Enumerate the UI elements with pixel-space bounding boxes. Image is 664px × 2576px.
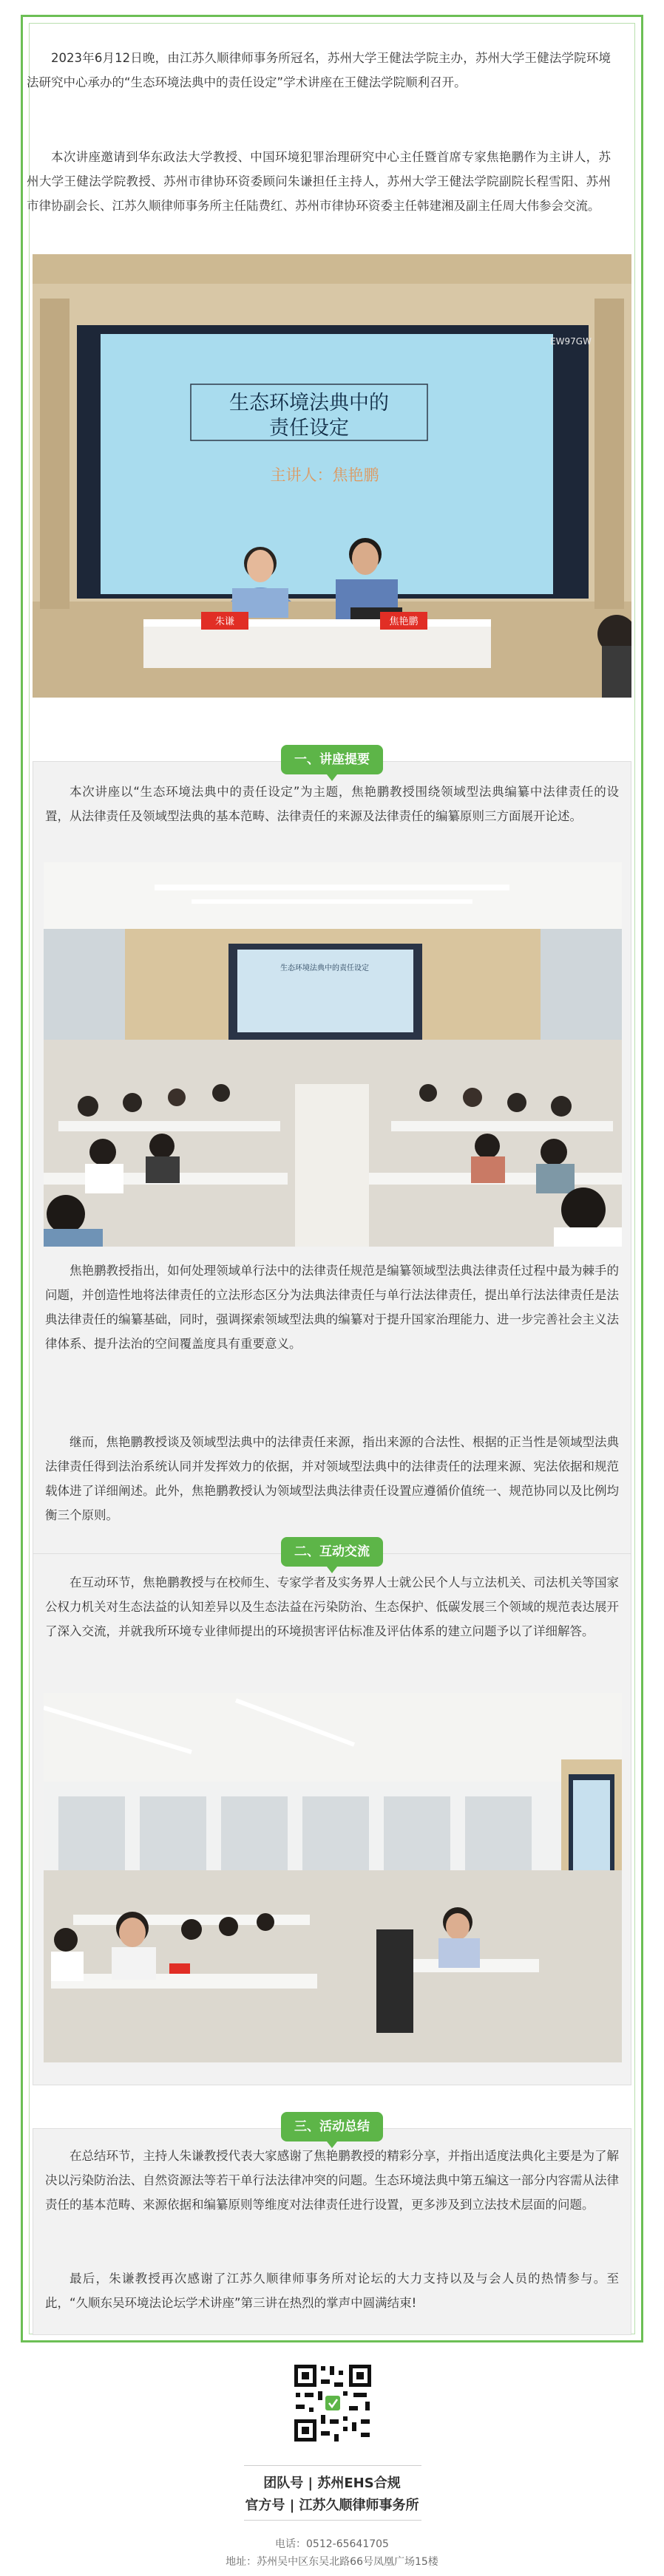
intro-paragraph-2: 本次讲座邀请到华东政法大学教授、中国环境犯罪治理研究中心主任暨首席专家焦艳鹏作为主讲人，苏州大学王健法学院教授、苏州市律协环资委顾问朱谦担任主持人，苏州大学王健法学院副院长程雪阳、苏州市律协副会长、江苏久顺律师事务所主任陆费红、苏州市律协环资委主任韩建湘及副主任周大伟参会交流。 xyxy=(27,150,611,213)
qr-code-art xyxy=(291,2362,374,2444)
footer-team-account: 团队号 | 苏州EHS合规 xyxy=(263,2476,401,2491)
section1-title: 一、讲座提要 xyxy=(281,745,383,774)
footer-official-account: 官方号 | 江苏久顺律师事务所 xyxy=(245,2498,419,2513)
footer-address: 地址：苏州吴中区东吴北路66号凤凰广场15楼 xyxy=(226,2556,438,2568)
slide-title-line1: 生态环境法典中的 xyxy=(229,392,389,415)
section3-paragraph-2: 最后，朱谦教授再次感谢了江苏久顺律师事务所对论坛的大力支持以及与会人员的热情参与。至此，“久顺东吴环境法论坛学术讲座”第三讲在热烈的掌声中圆满结束! xyxy=(45,2272,619,2310)
nameplate-left: 朱谦 xyxy=(214,616,235,627)
section-event-summary xyxy=(33,2128,631,2335)
section3-title: 三、活动总结 xyxy=(281,2112,383,2141)
qr-code-icon xyxy=(291,2362,374,2444)
intro-paragraph-1: 2023年6月12日晚，由江苏久顺律师事务所冠名，苏州大学王健法学院主办，苏州大学王健法学院环境法研究中心承办的“生态环境法典中的责任设定”学术讲座在王健法学院顺利召开。 xyxy=(27,51,611,89)
photo-lecture-podium-art xyxy=(33,254,631,698)
footer-divider-bottom xyxy=(244,2520,421,2521)
section3-paragraph-1: 在总结环节，主持人朱谦教授代表大家感谢了焦艳鹏教授的精彩分享，并指出适度法典化主要是为了解决以污染防治法、自然资源法等若干单行法法律冲突的问题。生态环境法典中第五编这一部分内容需从法律责任的基本范畴、来源依据和编纂原则等维度对法律责任进行设置，更多涉及到立法技术层面的问题。 xyxy=(45,2149,619,2212)
hall-slide-text: 生态环境法典中的责任设定 xyxy=(280,964,369,972)
section-interactive-exchange xyxy=(33,1553,631,2085)
section2-title: 二、互动交流 xyxy=(281,1537,383,1567)
photo-discussion-art xyxy=(44,1693,622,2062)
photo-discussion xyxy=(44,1693,622,2062)
section1-paragraph-3: 继而，焦艳鹏教授谈及领域型法典中的法律责任来源，指出来源的合法性、根据的正当性是领域型法典法律责任得到法治系统认同并发挥效力的依据，并对领域型法典中的法律责任的法理来源、宪法依据和规范载体进了详细阐述。此外，焦艳鹏教授认为领域型法典法律责任设置应遵循价值统一、规范协同以及比例均衡三个原则。 xyxy=(45,1435,619,1522)
section1-paragraph-2: 焦艳鹏教授指出，如何处理领域单行法中的法律责任规范是编纂领域型法典法律责任过程中最为棘手的问题，并创造性地将法律责任的立法形态区分为法典法律责任与单行法法律责任，提出单行法法律责任是法典法律责任的编纂基础，同时，强调探索领域型法典的编纂对于提升国家治理能力、进一步完善社会主义法律体系、提升法治的空间覆盖度具有重要意义。 xyxy=(45,1264,619,1351)
slide-title-line2: 责任设定 xyxy=(269,417,349,440)
section2-paragraph-1: 在互动环节，焦艳鹏教授与在校师生、专家学者及实务界人士就公民个人与立法机关、司法机关等国家公权力机关对生态法益的认知差异以及生态法益在污染防治、生态保护、低碳发展三个领域的规范表达展开了深入交流，并就我所环境专业律师提出的环境损害评估标准及评估体系的建立问题予以了详细解答。 xyxy=(45,1575,619,1638)
slide-speaker: 主讲人：焦艳鹏 xyxy=(270,466,379,484)
footer-divider-top xyxy=(244,2465,421,2466)
nameplate-right: 焦艳鹏 xyxy=(389,616,419,627)
section1-paragraph-1: 本次讲座以“生态环境法典中的责任设定”为主题，焦艳鹏教授围绕领域型法典编纂中法律责任的设置，从法律责任及领域型法典的基本范畴、法律责任的来源及法律责任的编纂原则三方面展开论述。 xyxy=(45,785,619,823)
photo-lecture-hall xyxy=(44,862,622,1247)
photo-lecture-podium xyxy=(33,254,631,698)
footer-phone: 电话：0512-65641705 xyxy=(275,2538,389,2550)
section-lecture-summary xyxy=(33,761,631,1567)
photo-lecture-hall-art xyxy=(44,862,622,1247)
screen-corner-label: EW97GW xyxy=(550,336,592,347)
